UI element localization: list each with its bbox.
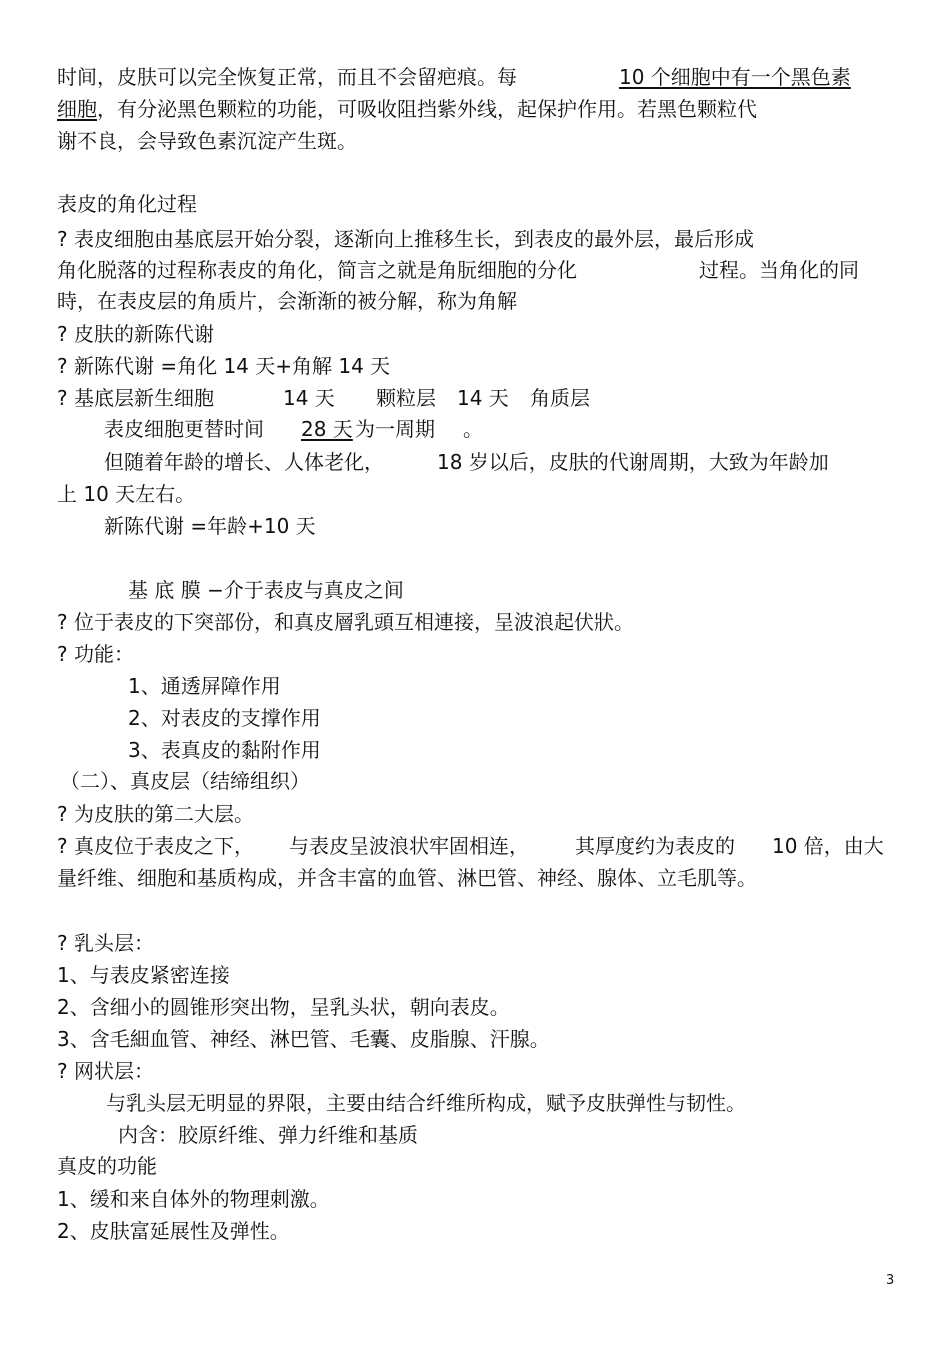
metabolism-formula: ? 新陈代谢 =角化 14 天+角解 14 天 [57,354,391,378]
functions-heading: 真皮的功能 [57,1154,157,1178]
basement-function-heading: ? 功能： [57,642,134,666]
turnover-label: 表皮细胞更替时间 [104,417,264,441]
aging-line1b: 18 岁以后，皮肤的代谢周期，大致为年龄加 [437,450,829,474]
papillary-item: 2、含细小的圆锥形突出物，呈乳头状，朝向表皮。 [57,995,510,1019]
aging-formula: 新陈代谢 =年龄+10 天 [104,514,316,538]
dermis-line2a: ? 真皮位于表皮之下， [57,834,254,858]
dermis-line2d: 10 倍，由大 [772,834,884,858]
cycle-days-2: 14 天 [457,386,509,410]
keratin-line1: ? 表皮细胞由基底层开始分裂，逐渐向上推移生长，到表皮的最外层，最后形成 [57,227,754,251]
dermis-heading: （二）、真皮层（结缔组织） [60,769,310,793]
functions-item: 1、缓和来自体外的物理刺激。 [57,1187,330,1211]
keratin-heading: 表皮的角化过程 [57,192,197,216]
keratin-line2a: 角化脱落的过程称表皮的角化，简言之就是角朊细胞的分化 [57,258,577,282]
aging-line2: 上 10 天左右。 [57,482,196,506]
page-number: 3 [886,1273,895,1288]
basement-heading: 基 底 膜 −介于表皮与真皮之间 [128,578,404,602]
basement-function-item: 2、对表皮的支撑作用 [128,706,321,730]
para1-underlined-text: 10 个细胞中有一个黑色素 [619,65,851,89]
cycle-granular: 颗粒层 [376,386,436,410]
papillary-item: 1、与表皮紧密连接 [57,963,230,987]
turnover-period: 为一周期 [355,417,435,441]
basement-function-item: 1、通透屏障作用 [128,674,281,698]
para1-underlined-blank [583,64,891,90]
dermis-line3: 量纤维、细胞和基质构成，并含丰富的血管、淋巴管、神经、腺体、立毛肌等。 [57,866,757,890]
para1-line1-text: 时间，皮肤可以完全恢复正常，而且不会留疤痕。每 [57,65,517,89]
metabolism-heading: ? 皮肤的新陈代谢 [57,322,214,346]
cycle-days-1: 14 天 [283,386,335,410]
basement-function-item: 3、表真皮的黏附作用 [128,738,321,762]
cycle-basal: ? 基底层新生细胞 [57,386,214,410]
reticular-line1: 与乳头层无明显的界限，主要由结合纤维所构成，赋予皮肤弹性与韧性。 [106,1091,746,1115]
dermis-line2c: 其厚度约为表皮的 [575,834,735,858]
aging-line1a: 但随着年龄的增长、人体老化， [104,450,384,474]
functions-item: 2、皮肤富延展性及弹性。 [57,1219,290,1243]
cycle-corneum: 角质层 [530,386,590,410]
reticular-heading: ? 网状层： [57,1059,154,1083]
turnover-days: 28 天 [301,417,353,441]
basement-line1: ? 位于表皮的下突部份，和真皮層乳頭互相連接，呈波浪起伏狀。 [57,610,634,634]
keratin-line2b: 过程。当角化的同 [699,258,859,282]
dermis-line2b: 与表皮呈波浪状牢固相连， [289,834,529,858]
para1-line1 [57,64,517,90]
para1-line3: 谢不良，会导致色素沉淀产生斑。 [57,129,357,153]
turnover-period-end: 。 [463,417,483,441]
keratin-line3: 時，在表皮层的角质片，会渐渐的被分解，称为角解 [57,289,517,313]
para1-line2 [57,96,757,122]
papillary-heading: ? 乳头层： [57,931,154,955]
reticular-line2: 内含：胶原纤维、弹力纤维和基质 [118,1123,418,1147]
papillary-item: 3、含毛細血管、神经、淋巴管、毛囊、皮脂腺、汗腺。 [57,1027,550,1051]
dermis-line1: ? 为皮肤的第二大层。 [57,802,254,826]
para1-underlined-cell: 细胞 [57,97,97,121]
para1-line2-text: ，有分泌黑色颗粒的功能，可吸收阻挡紫外线，起保护作用。若黑色颗粒代 [97,97,757,121]
